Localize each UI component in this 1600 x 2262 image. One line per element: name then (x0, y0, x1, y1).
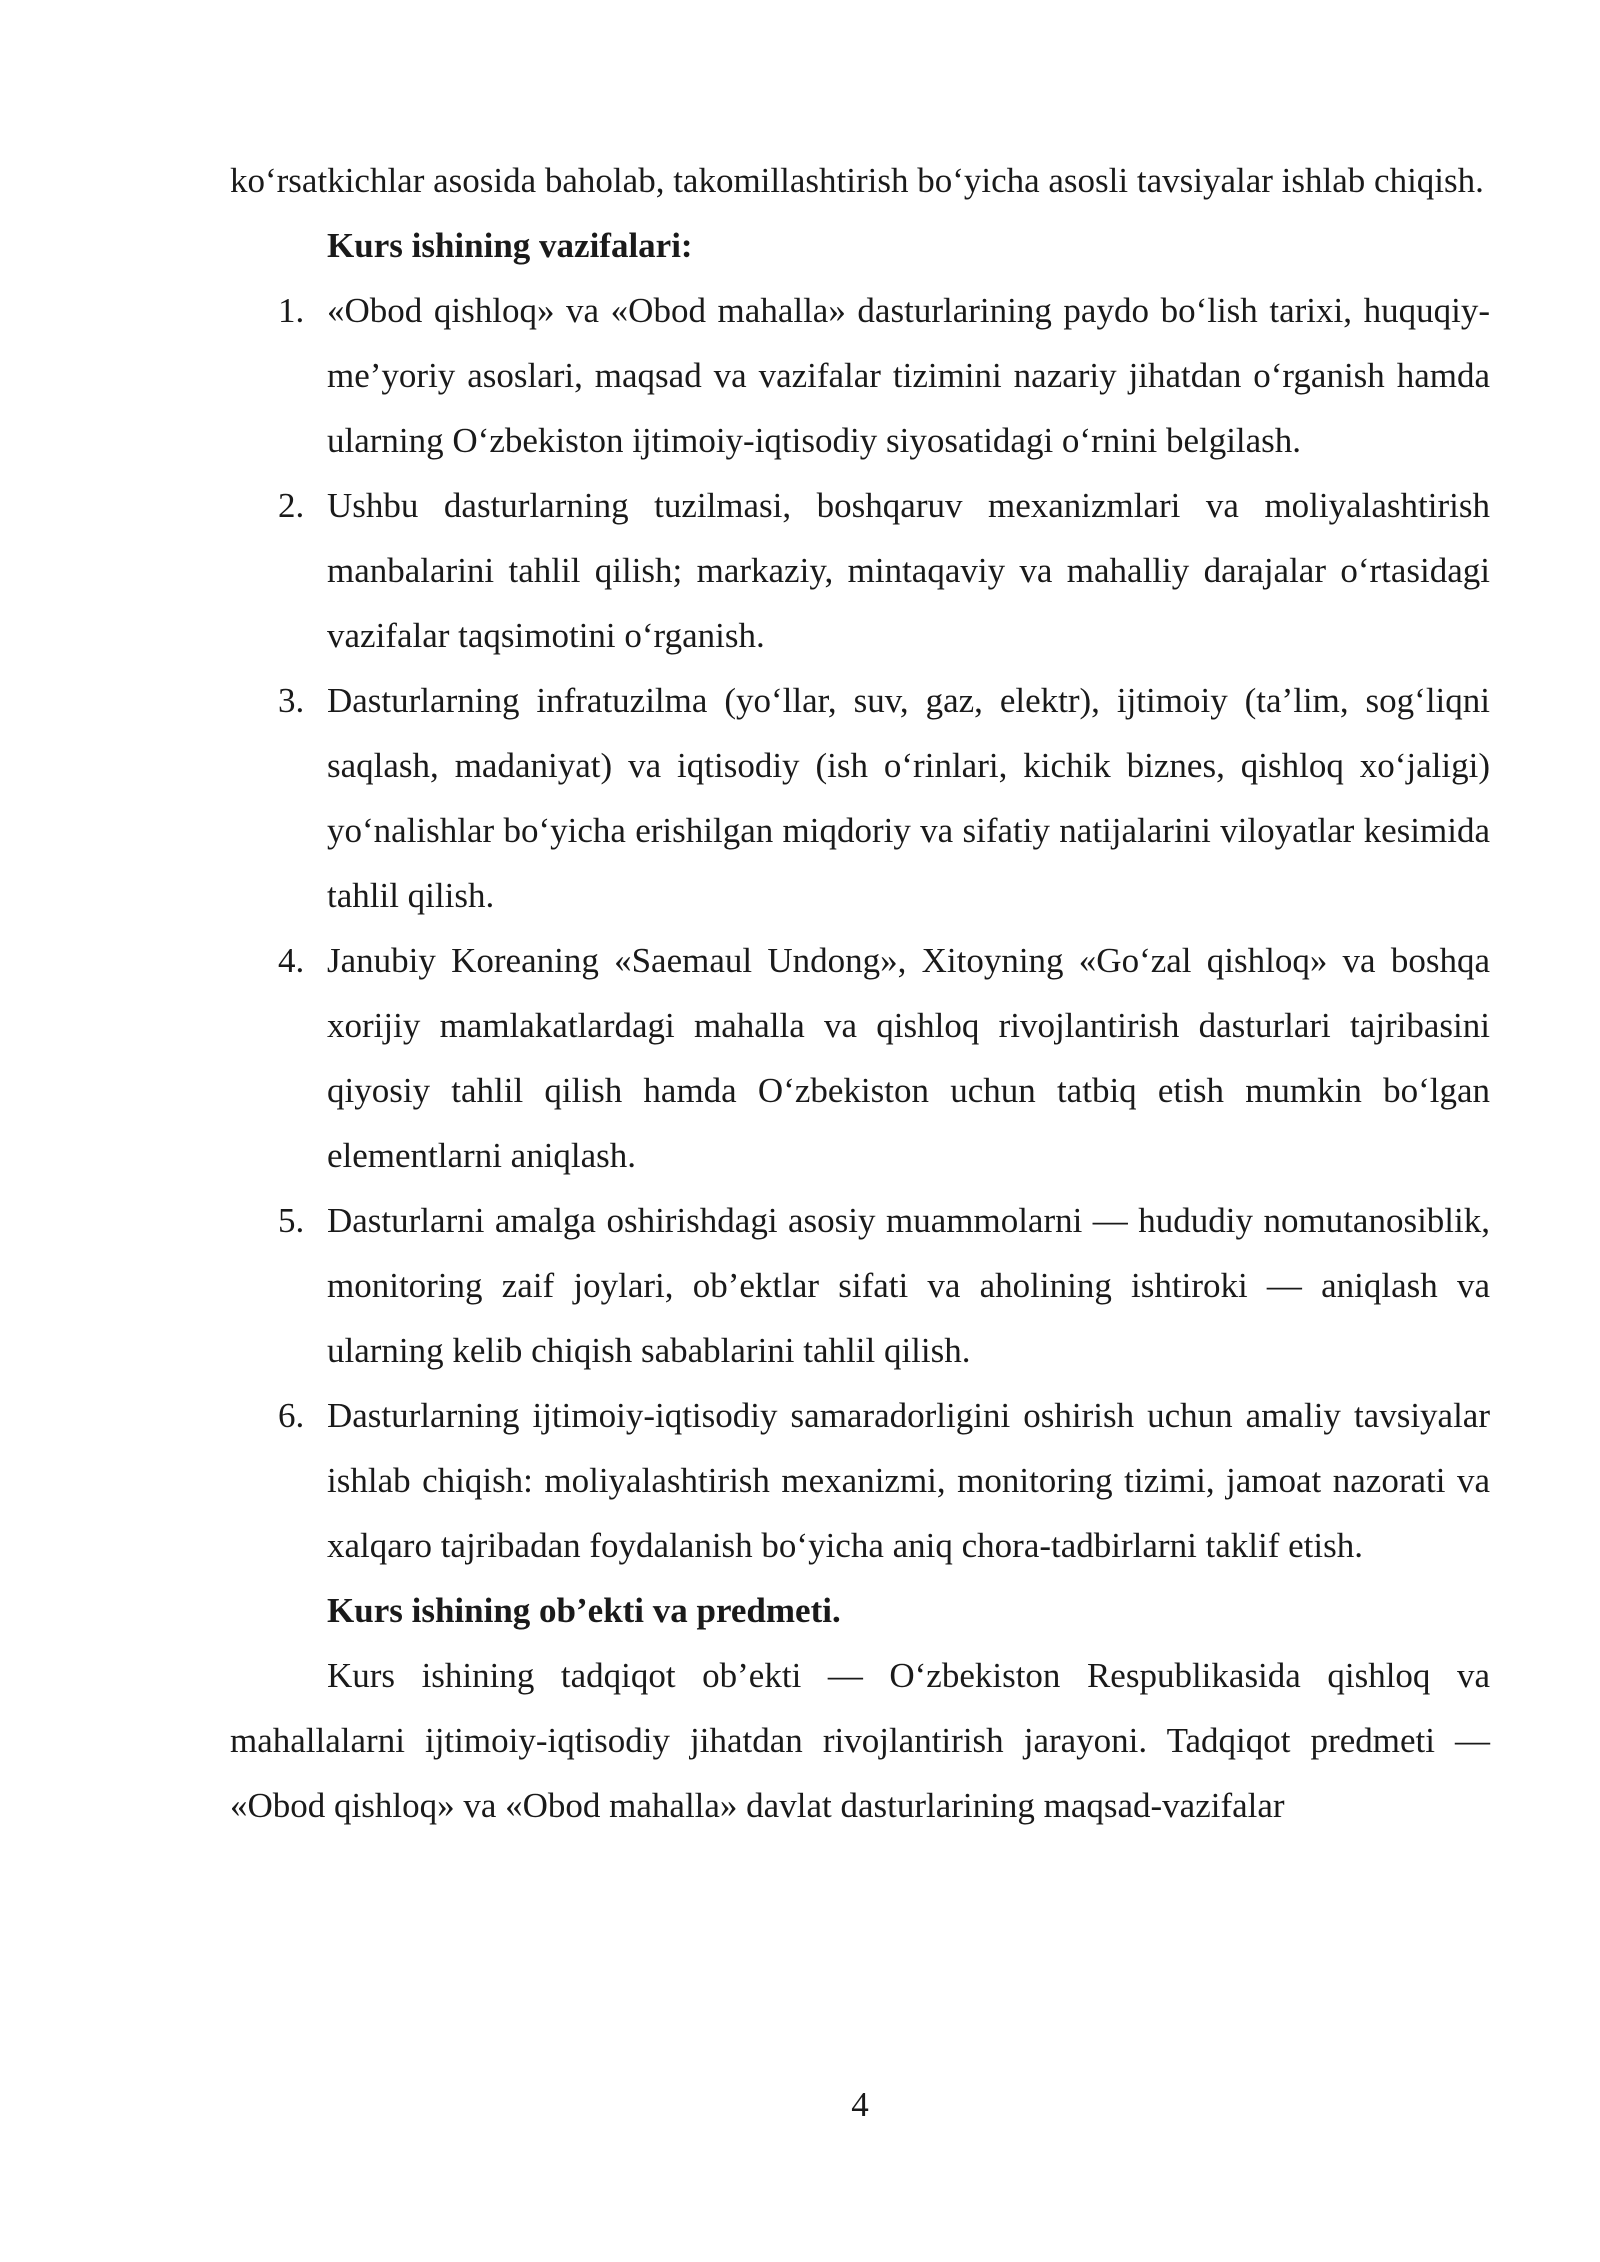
task-number: 1. (278, 291, 305, 330)
task-text: «Obod qishloq» va «Obod mahalla» dasturlarining paydo bo‘lish tarixi, huquqiy-me’yoriy asoslari, maqsad va vazifalar tizimini nazariy jihatdan o‘rganish hamda ularning O‘zbekiston ijtimoiy-iqtisodiy siyosatidagi o‘rnini belgilash. (327, 291, 1490, 460)
object-subject-heading: Kurs ishining ob’ekti va predmeti. (327, 1591, 841, 1630)
task-text: Janubiy Koreaning «Saemaul Undong», Xitoyning «Go‘zal qishloq» va boshqa xorijiy mamlakatlardagi mahalla va qishloq rivojlantirish dasturlari tajribasini qiyosiy tahlil qilish hamda O‘zbekiston uchun tatbiq etish mumkin bo‘lgan elementlarni aniqlash. (327, 941, 1490, 1175)
task-item-4 (230, 928, 1490, 1188)
task-number: 5. (278, 1201, 305, 1240)
intro-continuation-paragraph: ko‘rsatkichlar asosida baholab, takomillashtirish bo‘yicha asosli tavsiyalar ishlab chiqish. (230, 161, 1484, 200)
task-text: Dasturlarning infratuzilma (yo‘llar, suv, gaz, elektr), ijtimoiy (ta’lim, sog‘liqni saqlash, madaniyat) va iqtisodiy (ish o‘rinlari, kichik biznes, qishloq xo‘jaligi) yo‘nalishlar bo‘yicha erishilgan miqdoriy va sifatiy natijalarini viloyatlar kesimida tahlil qilish. (327, 681, 1490, 915)
task-text: Dasturlarni amalga oshirishdagi asosiy muammolarni — hududiy nomutanosiblik, monitoring zaif joylari, ob’ektlar sifati va aholining ishtiroki — aniqlash va ularning kelib chiqish sabablarini tahlil qilish. (327, 1201, 1490, 1370)
task-number: 4. (278, 941, 305, 980)
object-subject-paragraph: Kurs ishining tadqiqot ob’ekti — O‘zbekiston Respublikasida qishloq va mahallalarni ijtimoiy-iqtisodiy jihatdan rivojlantirish jarayoni. Tadqiqot predmeti — «Obod qishloq» va «Obod mahalla» davlat dasturlarining maqsad-vazifalar (230, 1656, 1490, 1825)
task-item-3 (230, 668, 1490, 928)
document-page (230, 148, 1490, 1838)
task-number: 3. (278, 681, 305, 720)
tasks-list (230, 278, 1490, 1578)
task-number: 6. (278, 1396, 305, 1435)
task-text: Ushbu dasturlarning tuzilmasi, boshqaruv mexanizmlari va moliyalashtirish manbalarini tahlil qilish; markaziy, mintaqaviy va mahalliy darajalar o‘rtasidagi vazifalar taqsimotini o‘rganish. (327, 486, 1490, 655)
task-item-6 (230, 1383, 1490, 1578)
task-number: 2. (278, 486, 305, 525)
tasks-heading: Kurs ishining vazifalari: (327, 226, 693, 265)
task-item-1 (230, 278, 1490, 473)
page-number: 4 (851, 2085, 869, 2124)
task-item-2 (230, 473, 1490, 668)
task-text: Dasturlarning ijtimoiy-iqtisodiy samaradorligini oshirish uchun amaliy tavsiyalar ishlab chiqish: moliyalashtirish mexanizmi, monitoring tizimi, jamoat nazorati va xalqaro tajribadan foydalanish bo‘yicha aniq chora-tadbirlarni taklif etish. (327, 1396, 1490, 1565)
task-item-5 (230, 1188, 1490, 1383)
